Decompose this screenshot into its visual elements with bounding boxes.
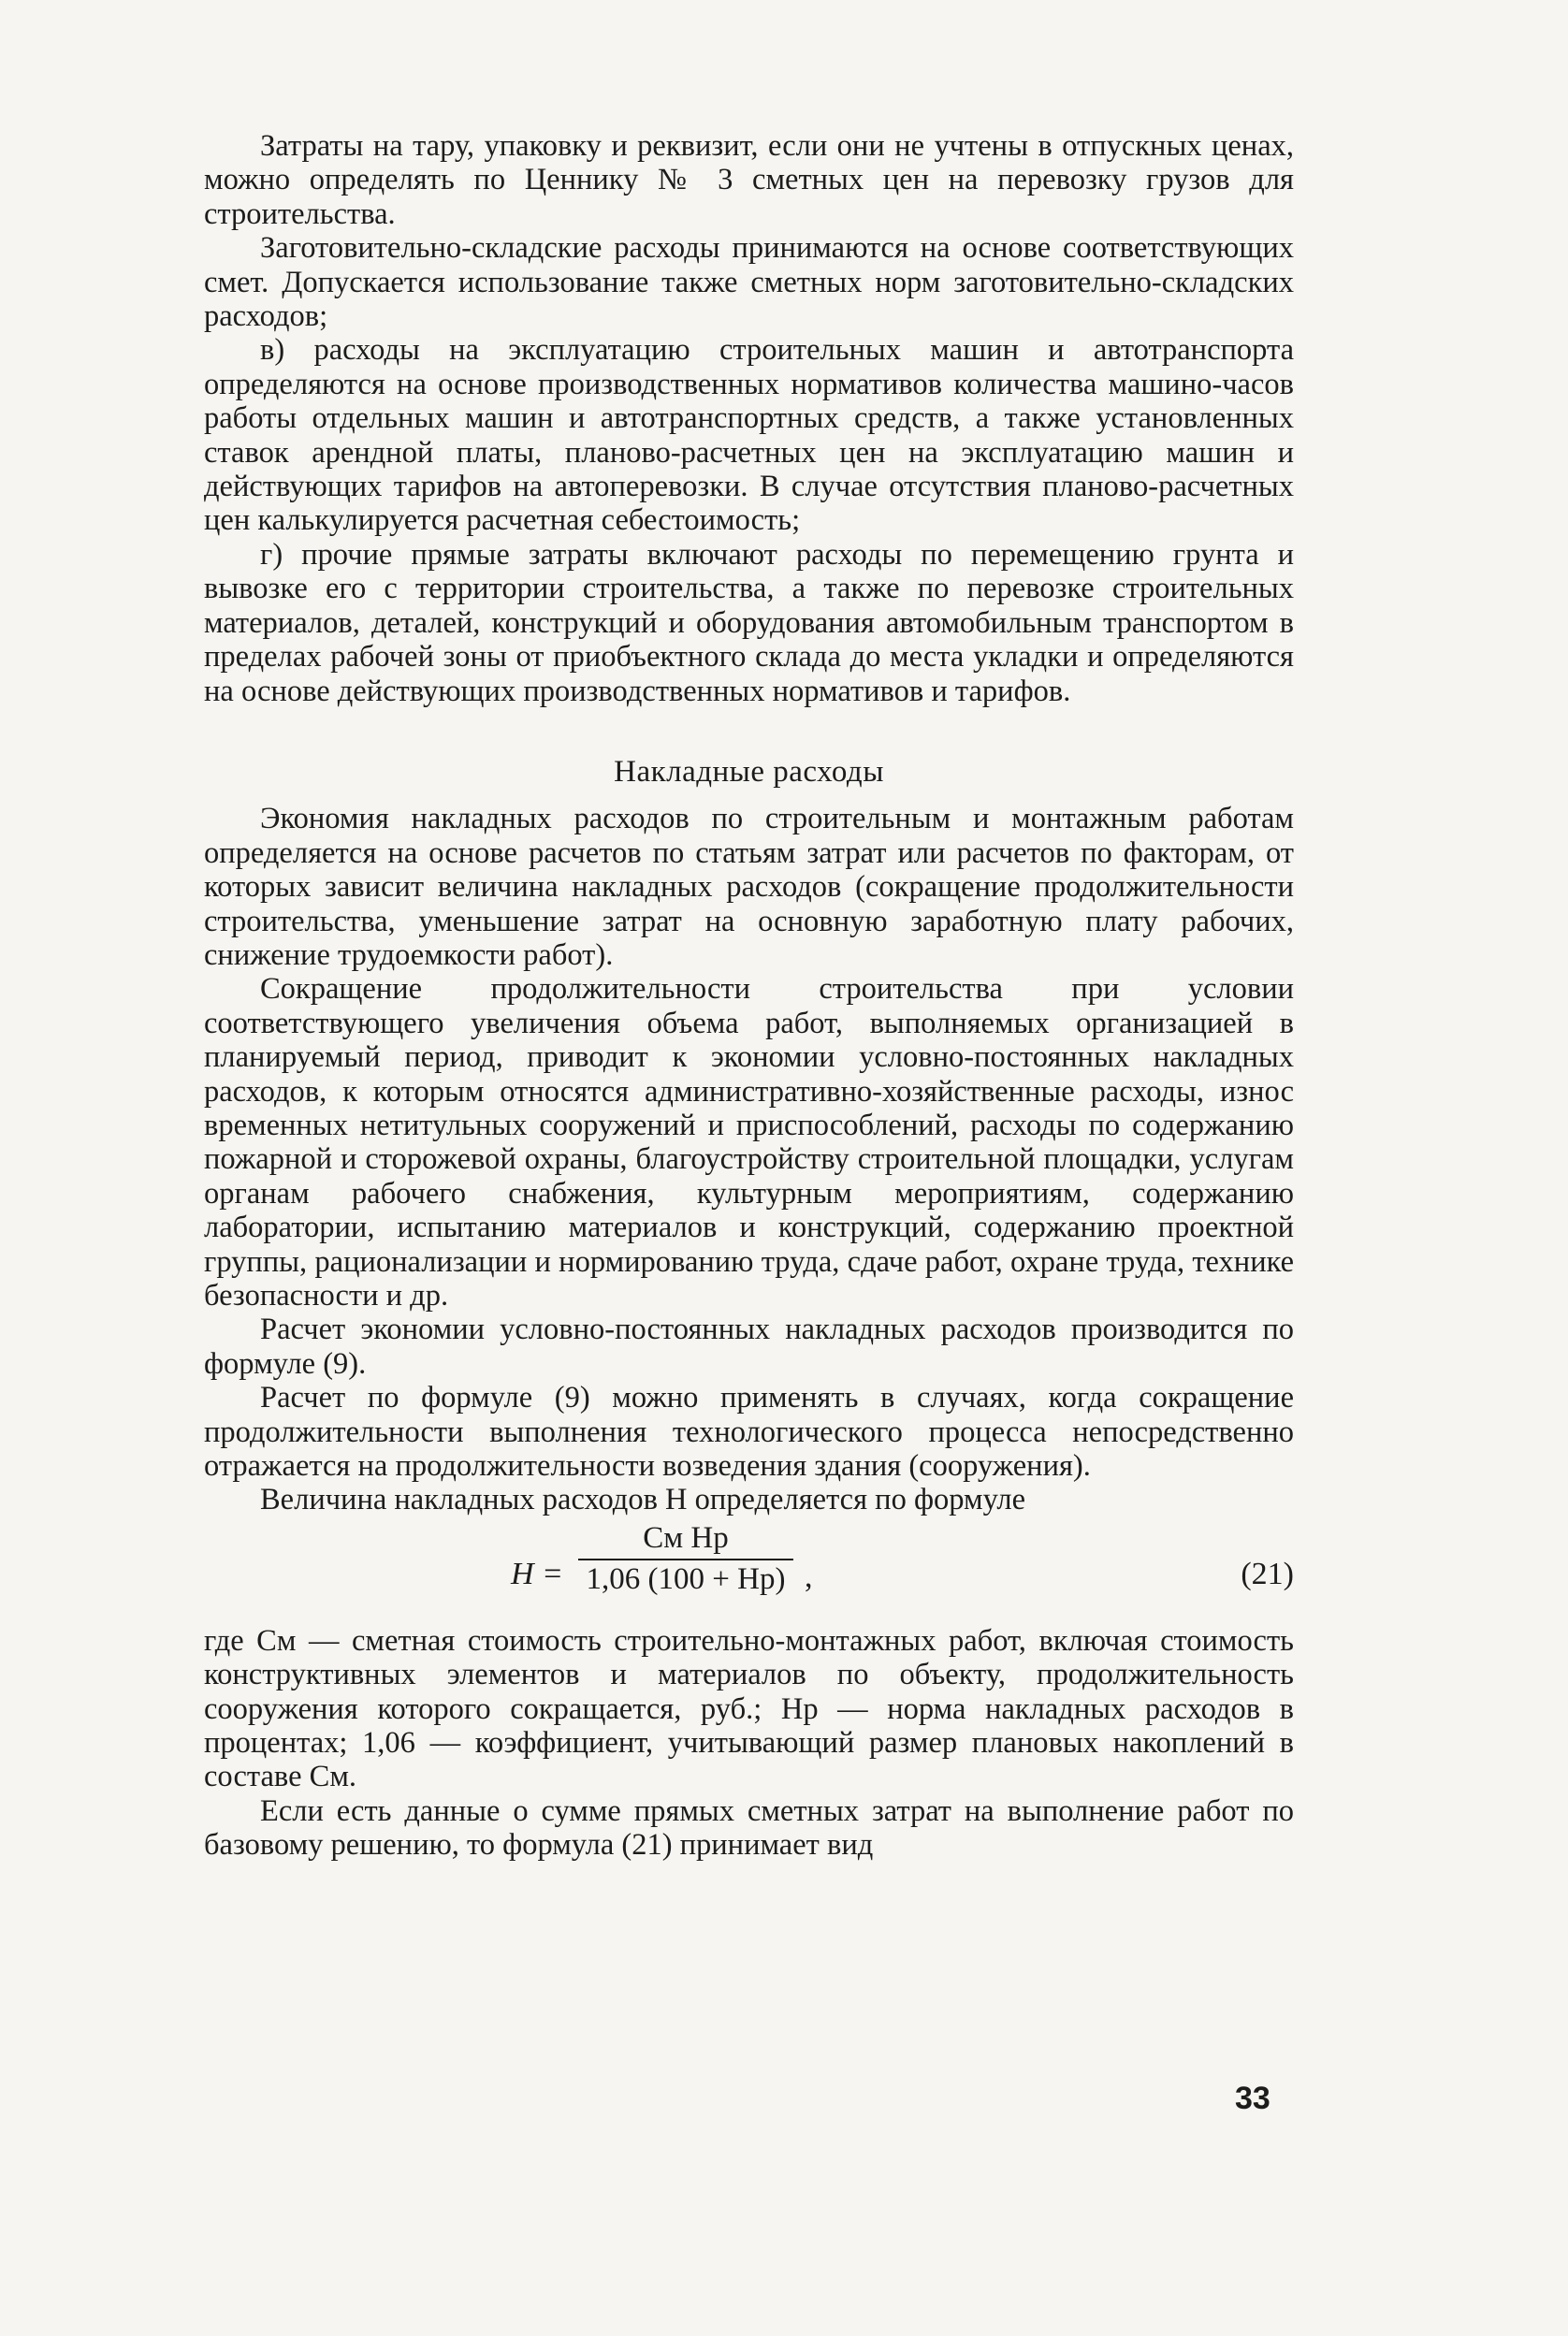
formula-fraction xyxy=(578,1521,793,1597)
paragraph-formula-9-calc: Расчет экономии условно-постоянных накладных расходов производится по формуле (9). xyxy=(204,1313,1294,1381)
paragraph-other-direct-costs: г) прочие прямые затраты включают расходы по перемещению грунта и вывозке его с территории строительства, а также по перевозке строительных материалов, деталей, конструкций и оборудования автомобильным транспортом в пределах рабочей зоны от приобъектного склада до места укладки и определяются на основе действующих производственных нормативов и тарифов. xyxy=(204,537,1294,708)
formula-number: (21) xyxy=(1241,1556,1294,1591)
paragraph-packaging-costs: Затраты на тару, упаковку и реквизит, если они не учтены в отпускных ценах, можно определять по Ценнику № 3 сметных цен на перевозку грузов для строительства. xyxy=(204,129,1294,231)
paragraph-machine-costs: в) расходы на эксплуатацию строительных машин и автотранспорта определяются на основе производственных нормативов количества машино-часов работы отдельных машин и автотранспортных средств, а также установленных ставок арендной платы, планово-расчетных цен на эксплуатацию машин и действующих тарифов на автоперевозки. В случае отсутствия планово-расчетных цен калькулируется расчетная себестоимость; xyxy=(204,333,1294,538)
paragraph-storage-costs: Заготовительно-складские расходы принимаются на основе соответствующих смет. Допускается использование также сметных норм заготовительно-складских расходов; xyxy=(204,231,1294,334)
formula-denominator: 1,06 (100 + Hр) xyxy=(586,1562,786,1597)
paragraph-formula-intro: Величина накладных расходов Н определяется по формуле xyxy=(260,1483,1026,1517)
paragraph-overhead-savings: Экономия накладных расходов по строительным и монтажным работам определяется на основе расчетов по статьям затрат или расчетов по факторам, от которых зависит величина накладных расходов (сокращение продолжительности строительства, уменьшение затрат на основную заработную плату рабочих, снижение трудоемкости работ). xyxy=(204,802,1294,972)
formula-numerator: Cм Hр xyxy=(643,1520,729,1555)
formula-comma: , xyxy=(805,1559,813,1594)
paragraph-duration-reduction: Сокращение продолжительности строительства при условии соответствующего увеличения объема работ, выполняемых организацией в планируемый период, приводит к экономии условно-постоянных накладных расходов, к которым относятся административно-хозяйственные расходы, износ временных нетитульных сооружений и приспособлений, расходы по содержанию пожарной и сторожевой охраны, благоустройству строительной площадки, услугам органам рабочего снабжения, культурным мероприятиям, содержанию лаборатории, испытанию материалов и конструкций, содержанию проектной группы, рационализации и нормированию труда, сдаче работ, охране труда, технике безопасности и др. xyxy=(204,972,1294,1313)
paragraph-direct-costs-variant: Если есть данные о сумме прямых сметных затрат на выполнение работ по базовому решению, то формула (21) принимает вид xyxy=(204,1793,1294,1863)
paragraph-formula-9-usage: Расчет по формуле (9) можно применять в случаях, когда сокращение продолжительности выполнения технологического процесса непосредственно отражается на продолжительности возведения здания (сооружения). xyxy=(204,1381,1294,1484)
formula-lhs: Н = xyxy=(511,1556,563,1591)
paragraph-formula-legend: где Cм — сметная стоимость строительно-монтажных работ, включая стоимость конструктивных элементов и материалов по объекту, продолжительность сооружения которого сокращается, руб.; Hр — норма накладных расходов в процентах; 1,06 — коэффициент, учитывающий размер плановых накоплений в составе Cм. xyxy=(204,1623,1294,1794)
formula-21 xyxy=(204,1519,1294,1622)
page-number: 33 xyxy=(1235,2081,1270,2116)
section-heading: Накладные расходы xyxy=(614,754,884,789)
page-body xyxy=(204,129,1294,1863)
